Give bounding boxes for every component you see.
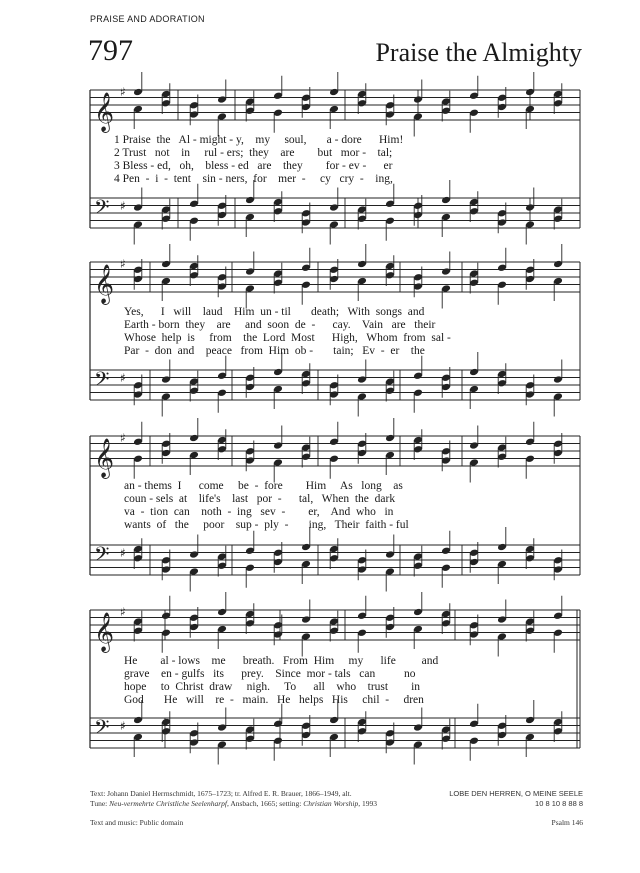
- bass-clef-icon: 𝄢: [94, 715, 110, 744]
- lyric-line: an - thems I come be - fore Him As long as: [124, 480, 403, 492]
- treble-clef-icon: 𝄞: [94, 612, 115, 652]
- lyric-line: 3 Bless - ed, oh, bless - ed are they for - ev - er: [114, 160, 393, 172]
- lyric-line: hope to Christ draw nigh. To all who trust in: [124, 681, 421, 693]
- lyric-line: 4 Pen - i - tent sin - ners, for mer - cy cry - ing,: [114, 173, 393, 185]
- section-header: PRAISE AND ADORATION: [90, 14, 205, 24]
- lyric-line: Yes, I will laud Him un - til death; With songs and: [124, 306, 425, 318]
- scripture-reference: Psalm 146: [551, 818, 583, 827]
- treble-clef-icon: 𝄞: [94, 438, 115, 478]
- sharp-icon: ♯: [120, 605, 126, 619]
- treble-clef-icon: 𝄞: [94, 92, 115, 132]
- tune-year: , 1993: [358, 799, 377, 808]
- sharp-icon: ♯: [120, 199, 126, 213]
- sharp-icon: ♯: [120, 85, 126, 99]
- sharp-icon: ♯: [120, 371, 126, 385]
- tune-credit: [90, 799, 377, 809]
- meter: 10 8 10 8 88 8: [535, 799, 583, 808]
- tune-source: Neu-vermehrte Christliche Seelenharpf: [109, 799, 227, 808]
- lyric-line: va - tion can noth - ing sev - er, And who in: [124, 506, 394, 518]
- tune-middle: , Ansbach, 1665; setting:: [227, 799, 304, 808]
- lyric-line: grave en - gulfs its prey. Since mor - tals can no: [124, 668, 416, 680]
- lyric-line: Par - don and peace from Him ob - tain; Ev - er the: [124, 345, 425, 357]
- hymn-number: 797: [88, 34, 133, 67]
- tune-name: LOBE DEN HERREN, O MEINE SEELE: [449, 789, 583, 798]
- lyric-line: God He will re - main. He helps His chil - dren: [124, 694, 424, 706]
- bass-clef-icon: 𝄢: [94, 195, 110, 224]
- lyric-line: coun - sels at life's last por - tal, When the dark: [124, 493, 396, 505]
- bass-clef-icon: 𝄢: [94, 367, 110, 396]
- bass-clef-icon: 𝄢: [94, 542, 110, 571]
- lyric-line: Earth - born they are and soon de - cay. Vain are their: [124, 319, 436, 331]
- sharp-icon: ♯: [120, 257, 126, 271]
- lyric-line: He al - lows me breath. From Him my life and: [124, 655, 439, 667]
- copyright-notice: Text and music: Public domain: [90, 818, 184, 827]
- sharp-icon: ♯: [120, 719, 126, 733]
- tune-prefix: Tune:: [90, 799, 110, 808]
- sharp-icon: ♯: [120, 431, 126, 445]
- text-credit: Text: Johann Daniel Herrnschmidt, 1675–1723; tr. Alfred E. R. Brauer, 1866–1949, alt.: [90, 789, 352, 798]
- tune-setting: Christian Worship: [303, 799, 359, 808]
- lyric-line: wants of the poor sup - ply - ing, Their faith - ful: [124, 519, 409, 531]
- sharp-icon: ♯: [120, 546, 126, 560]
- hymn-title: Praise the Almighty: [375, 38, 582, 67]
- treble-clef-icon: 𝄞: [94, 264, 115, 304]
- lyric-line: Whose help is from the Lord Most High, Whom from sal -: [124, 332, 451, 344]
- lyric-line: 2 Trust not in rul - ers; they are but mor - tal;: [114, 147, 393, 159]
- lyric-line: 1 Praise the Al - might - y, my soul, a - dore Him!: [114, 134, 404, 146]
